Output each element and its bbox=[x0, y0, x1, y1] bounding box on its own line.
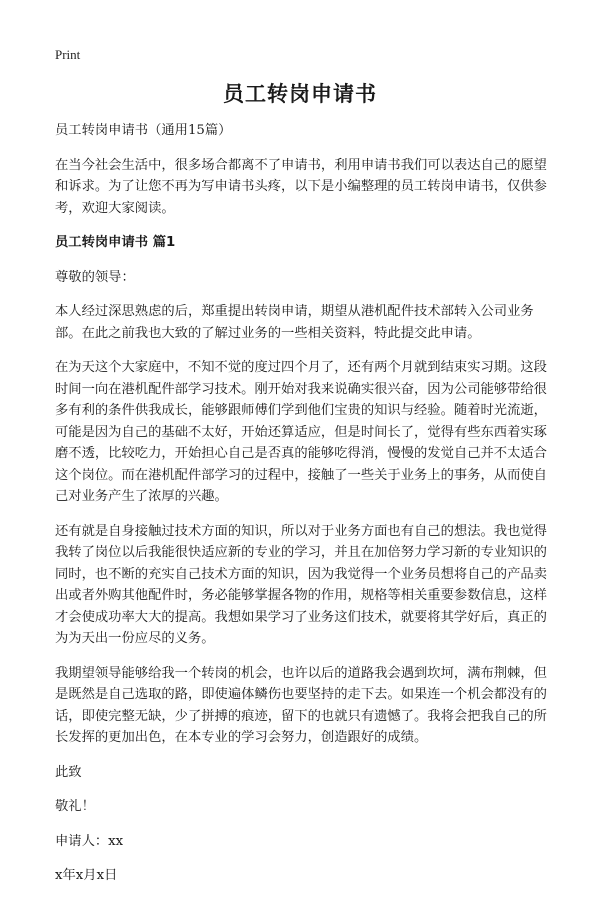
body-paragraph-2: 在为天这个大家庭中，不知不觉的度过四个月了，还有两个月就到结束实习期。这段时间一向在港机配件部学习技术。刚开始对我来说确实很兴奋，因为公司能够带给很多有利的条件供我成长，能够跟师傅们学到他们宝贵的知识与经验。随着时光流逝，可能是因为自己的基础不太好，开始还算适应，但是时间长了，觉得有些东西着实琢磨不透，比较吃力，开始担心自己是否真的能够吃得消，慢慢的发觉自己并不太适合这个岗位。而在港机配件部学习的过程中，接触了一些关于业务上的事务，从而使自己对业务产生了浓厚的兴趣。 bbox=[55, 360, 547, 504]
page-title: 员工转岗申请书 bbox=[223, 82, 377, 106]
closing-line-1: 此致 bbox=[55, 764, 82, 780]
section-heading: 员工转岗申请书 篇1 bbox=[55, 235, 176, 250]
body-paragraph-1: 本人经过深思熟虑的后，郑重提出转岗申请，期望从港机配件技术部转入公司业务部。在此之前我也大致的了解过业务的一些相关资料，特此提交此申请。 bbox=[55, 304, 534, 341]
subtitle: 员工转岗申请书（通用15篇） bbox=[55, 123, 232, 138]
body-paragraph-4: 我期望领导能够给我一个转岗的机会，也许以后的道路我会遇到坎坷，满布荆棘，但是既然是自己选取的路，即使遍体鳞伤也要坚持的走下去。如果连一个机会都没有的话，即使完整无缺，少了拼搏的痕迹，留下的也就只有遗憾了。我将会把我自己的所长发挥的更加出色，在本专业的学习会努力，创造跟好的成绩。 bbox=[55, 665, 547, 745]
closing-line-2: 敬礼！ bbox=[55, 799, 95, 814]
body-paragraph-3: 还有就是自身接触过技术方面的知识，所以对于业务方面也有自己的想法。我也觉得我转了岗位以后我能很快适应新的专业的学习，并且在加倍努力学习新的专业知识的同时，也不断的充实自己技术方面的知识，因为我觉得一个业务员想将自己的产品卖出或者外购其他配件时，务必能够掌握各物的作用，规格等相关重要参数信息，这样才会使成功率大大的提高。我想如果学习了业务这们技术，就要将其学好后，真正的为为天出一份应尽的义务。 bbox=[55, 523, 547, 646]
article-body bbox=[55, 120, 555, 900]
applicant-line: 申请人：xx bbox=[55, 833, 124, 849]
date-line: x年x月x日 bbox=[55, 868, 118, 883]
salutation: 尊敬的领导： bbox=[55, 269, 135, 285]
print-link[interactable]: Print bbox=[55, 47, 81, 62]
intro-paragraph: 在当今社会生活中，很多场合都离不了申请书，利用申请书我们可以表达自己的愿望和诉求。为了让您不再为写申请书头疼，以下是小编整理的员工转岗申请书，仅供参考，欢迎大家阅读。 bbox=[55, 157, 547, 216]
